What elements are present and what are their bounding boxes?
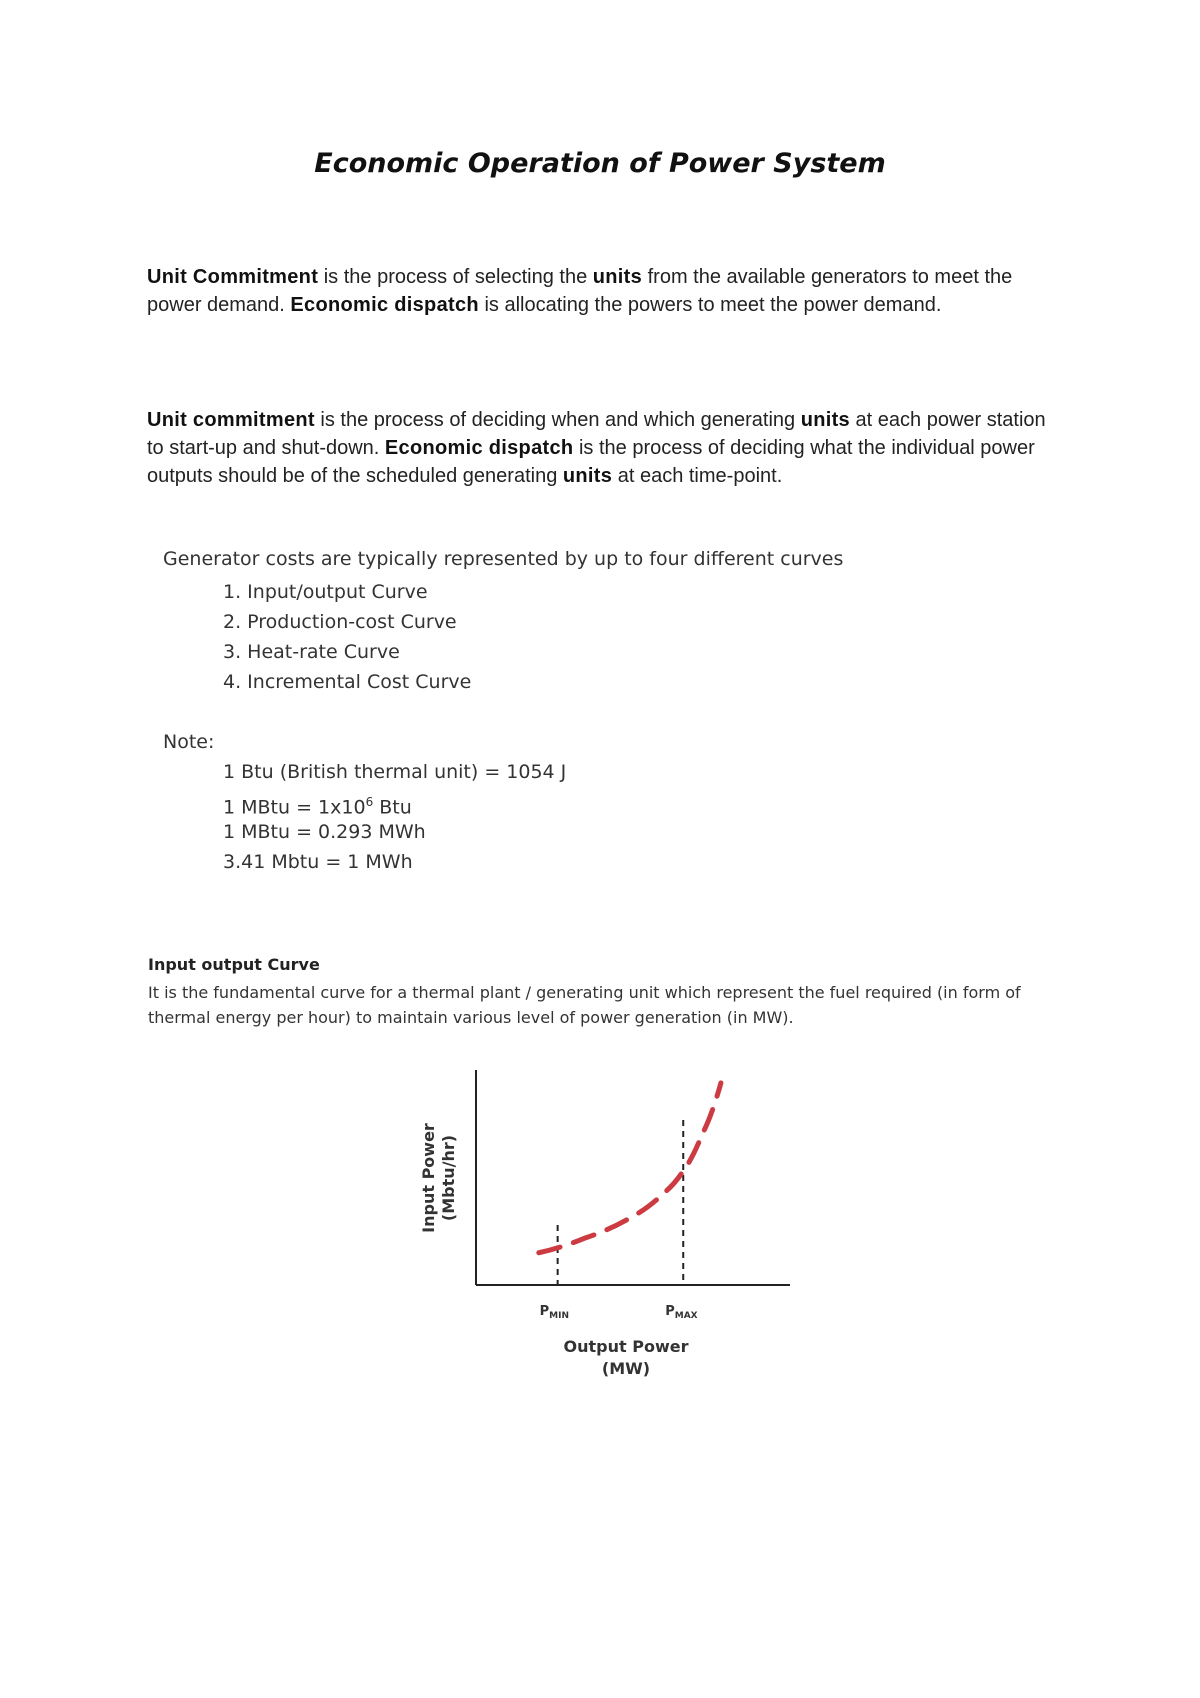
text-run: at each time-point. xyxy=(612,465,783,487)
bold-term: Unit Commitment xyxy=(147,266,319,288)
text-run: is the process of deciding what the individual power outputs should be of the scheduled generating xyxy=(147,437,1035,487)
tick-subscript: MAX xyxy=(674,1311,698,1321)
bold-term: Economic dispatch xyxy=(384,437,574,459)
paragraph-unit-commitment-definition xyxy=(147,263,1067,319)
x-axis-label: (MW) xyxy=(601,1359,651,1378)
text-run: is allocating the powers to meet the power demand. xyxy=(478,294,942,316)
text-run: is the process of selecting the xyxy=(318,266,593,288)
note-exponent: 6 xyxy=(365,795,374,809)
page-title: Economic Operation of Power System xyxy=(314,148,886,179)
y-axis-label: (Mbtu/hr) xyxy=(439,1134,458,1222)
bold-term: units xyxy=(800,409,850,431)
list-item: 2. Production-cost Curve xyxy=(223,611,457,633)
unit-conversion-note xyxy=(163,727,566,877)
tick-label: $P_{MAX}$ xyxy=(665,1304,698,1321)
tick-subscript: MIN xyxy=(549,1311,570,1321)
text-run: at each power station to start-up and shut-down. xyxy=(147,409,1046,459)
x-axis-label: Output Power xyxy=(563,1337,689,1356)
generator-cost-curves-section xyxy=(163,545,843,697)
list-item: 4. Incremental Cost Curve xyxy=(223,671,472,693)
text-run: from the available generators to meet the power demand. xyxy=(147,266,1013,316)
note-text: 1 MBtu = 1x10 xyxy=(223,796,366,819)
input-output-curve-description: It is the fundamental curve for a thermal plant / generating unit which represent the fuel required (in form of thermal energy per hour) to maintain various level of power generation (in MW). xyxy=(148,983,1021,1027)
note-label: Note: xyxy=(163,731,215,753)
list-item xyxy=(223,787,566,817)
series-line xyxy=(539,1083,721,1253)
list-item: 1 MBtu = 0.293 MWh xyxy=(223,821,426,843)
list-item: 3. Heat-rate Curve xyxy=(223,641,400,663)
list-item: 1. Input/output Curve xyxy=(223,581,428,603)
curves-intro: Generator costs are typically represented by up to four different curves xyxy=(163,548,844,570)
bold-term: Unit commitment xyxy=(147,409,315,431)
input-output-curve-chart xyxy=(400,1060,820,1390)
input-output-curve-heading: Input output Curve xyxy=(148,955,320,974)
list-item: 3.41 Mbtu = 1 MWh xyxy=(223,851,413,873)
paragraph-economic-dispatch-definition xyxy=(147,406,1067,490)
list-item: 1 Btu (British thermal unit) = 1054 J xyxy=(223,761,567,783)
bold-term: Economic dispatch xyxy=(290,294,479,316)
note-text: Btu xyxy=(373,796,412,819)
bold-term: units xyxy=(592,266,643,288)
note-list xyxy=(163,757,566,877)
text-run: is the process of deciding when and which generating xyxy=(314,409,801,431)
bold-term: units xyxy=(562,465,613,487)
tick-label: $P_{MIN}$ xyxy=(539,1304,570,1321)
y-axis-label: Input Power xyxy=(419,1123,438,1233)
curves-list xyxy=(163,577,843,697)
